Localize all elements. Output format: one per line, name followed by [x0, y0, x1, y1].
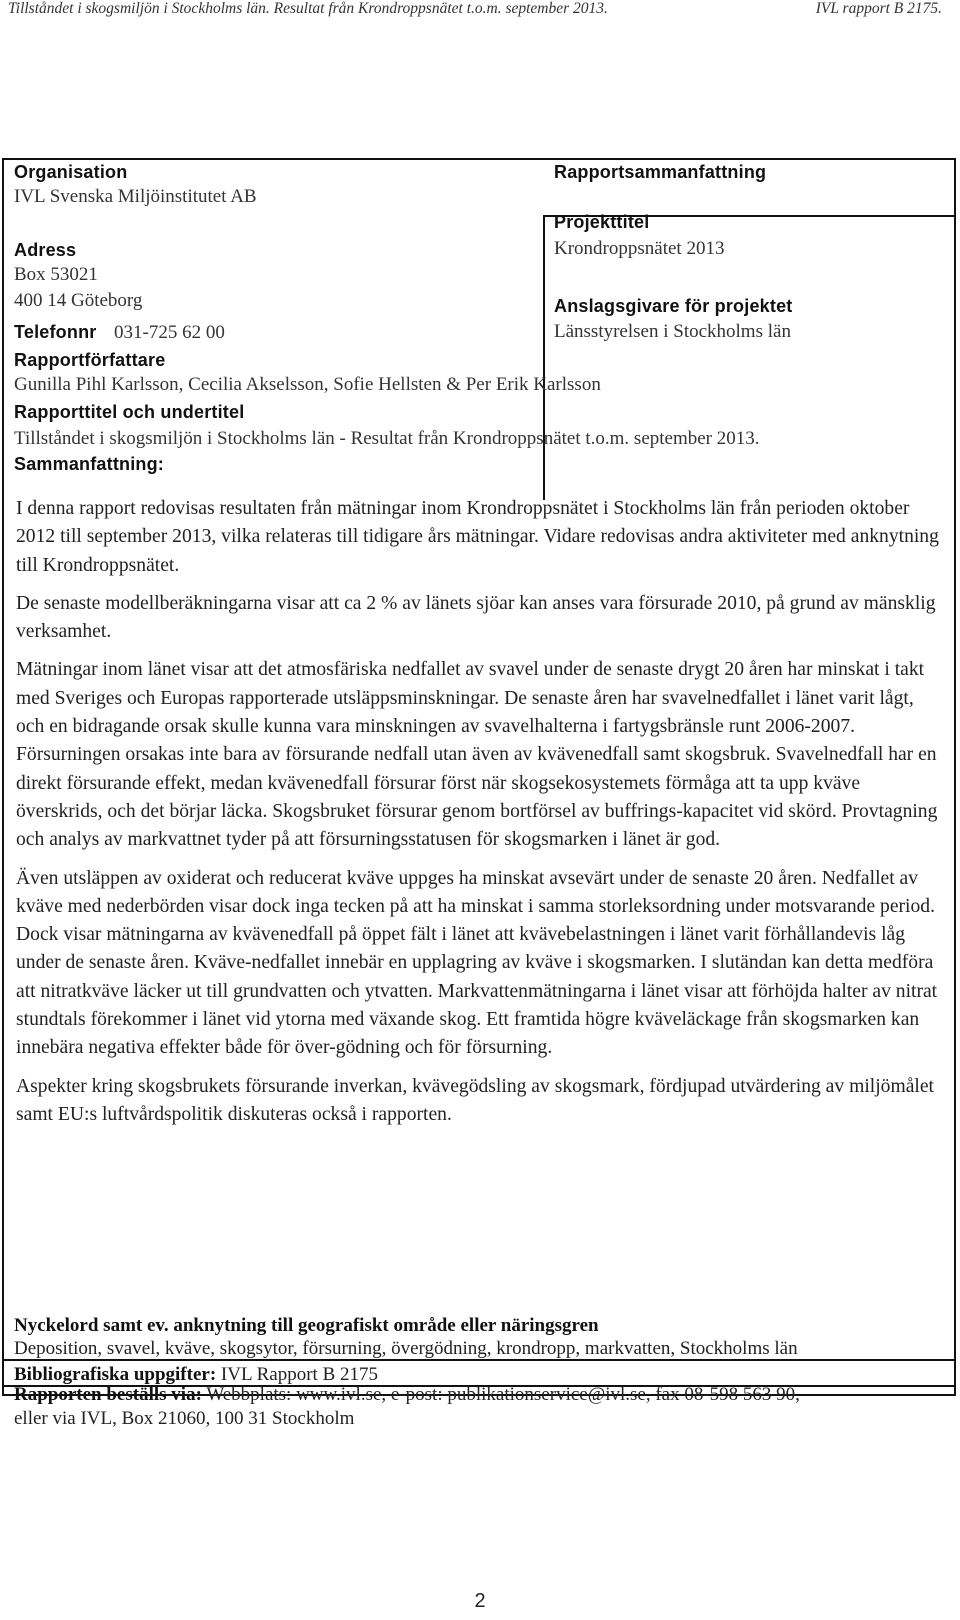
- adress-label: Adress: [14, 240, 77, 260]
- anslagsgivare-label: Anslagsgivare för projektet: [554, 296, 793, 316]
- summary-paragraph: De senaste modellberäkningarna visar att ca 2 % av länets sjöar kan anses vara försurade 2010, på grund av mänsklig verksamhet.: [16, 592, 936, 643]
- report-summary-form: [2, 158, 956, 1396]
- anslagsgivare-value: Länsstyrelsen i Stockholms län: [554, 321, 791, 342]
- bibliografiska-label: Bibliografiska uppgifter:: [14, 1364, 217, 1385]
- summary-paragraph: Även utsläppen av oxiderat och reducerat kväve uppges ha minskat avsevärt under de senaste 20 åren. Nedfallet av kväve med nederbörden visar dock inga tecken på att ha minskat i samma storleksordning under motsvarande period. Dock visar mätningarna av kvävenedfall på öppet fält i länet att kvävebelastningen i länet varit förhållandevis låg under de senaste åren. Kväve-nedfallet innebär en upplagring av kväve i skogsmarken. I slutändan kan detta medföra att nitratkväve läcker ut till grundvatten och ytvatten. Markvattenmätningarna i länet visar att förhöjda halter av nitrat stundtals förekommer i länet vid ytorna med växande skog. Ett framtida högre kväveläckage från skogsmarken kan innebära negativa effekter både för över-gödning och för försurning.: [16, 867, 938, 1059]
- telefon-label: Telefonnr: [14, 322, 97, 342]
- bestalls-row: [14, 1384, 800, 1406]
- sammanfattning-label: Sammanfattning:: [14, 454, 165, 474]
- bibliografiska-value: IVL Rapport B 2175: [220, 1364, 378, 1385]
- rapportsammanfattning-heading: Rapportsammanfattning: [554, 162, 767, 182]
- page-number: 2: [474, 1590, 486, 1612]
- bestalls-label: Rapporten beställs via:: [14, 1384, 202, 1405]
- bestalls-line1: Webbplats: www.ivl.se, e-post: publikationservice@ivl.se, fax 08-598 563 90,: [206, 1384, 800, 1405]
- bestalls-line2: eller via IVL, Box 21060, 100 31 Stockholm: [14, 1408, 355, 1429]
- organisation-value: IVL Svenska Miljöinstitutet AB: [14, 186, 257, 207]
- rapporttitel-value: Tillståndet i skogsmiljön i Stockholms län - Resultat från Krondroppsnätet t.o.m. september 2013.: [14, 428, 760, 449]
- telefon-value: 031-725 62 00: [114, 322, 225, 343]
- rapporttitel-label: Rapporttitel och undertitel: [14, 402, 245, 422]
- summary-paragraph: I denna rapport redovisas resultaten från mätningar inom Krondroppsnätet i Stockholms län från perioden oktober 2012 till september 2013, vilka relateras till tidigare års mätningar. Vidare redovisas andra aktiviteter med anknytning till Krondroppsnätet.: [16, 498, 939, 576]
- bibliografiska-row: [14, 1364, 378, 1386]
- sammanfattning-body: [16, 495, 946, 1139]
- adress-line2: 400 14 Göteborg: [14, 290, 143, 311]
- forfattare-value: Gunilla Pihl Karlsson, Cecilia Akselsson, Sofie Hellsten & Per Erik Karlsson: [14, 374, 601, 395]
- column-divider: [543, 215, 545, 500]
- header-title: Tillståndet i skogsmiljön i Stockholms län. Resultat från Krondroppsnätet t.o.m. september 2013.: [8, 0, 608, 17]
- nyckelord-value: Deposition, svavel, kväve, skogsytor, försurning, övergödning, krondropp, markvatten, Stockholms län: [14, 1338, 798, 1359]
- projekttitel-label: Projekttitel: [554, 212, 650, 232]
- adress-line1: Box 53021: [14, 264, 98, 285]
- header-report-number: IVL rapport B 2175.: [815, 0, 942, 17]
- summary-paragraph: Mätningar inom länet visar att det atmosfäriska nedfallet av svavel under de senaste drygt 20 åren har minskat i takt med Sveriges och Europas rapporterade utsläppsminskningar. De senaste åren har svavelnedfallet i länet varit lågt, och en bidragande orsak skulle kunna vara minskningen av svavelhalterna i fartygsbränsle runt 2006-2007. Försurningen orsakas inte bara av försurande nedfall utan även av kvävenedfall samt skogsbruk. Svavelnedfall har en direkt försurande effekt, medan kvävenedfall försurar först när skogsekosystemets förmåga att ta upp kväve överskrids, och det börjar läcka. Skogsbruket försurar genom bortförsel av buffrings-kapacitet vid skörd. Provtagning och analys av markvattnet tyder på att försurningsstatusen för skogsmarken i länet är god.: [16, 659, 938, 851]
- organisation-label: Organisation: [14, 162, 128, 182]
- running-header: [8, 0, 952, 20]
- nyckelord-label: Nyckelord samt ev. anknytning till geografiskt område eller näringsgren: [14, 1315, 599, 1336]
- projekttitel-value: Krondroppsnätet 2013: [554, 238, 725, 259]
- forfattare-label: Rapportförfattare: [14, 350, 166, 370]
- summary-paragraph: Aspekter kring skogsbrukets försurande inverkan, kvävegödsling av skogsmark, fördjupad utvärdering av miljömålet samt EU:s luftvårdspolitik diskuteras också i rapporten.: [16, 1075, 934, 1125]
